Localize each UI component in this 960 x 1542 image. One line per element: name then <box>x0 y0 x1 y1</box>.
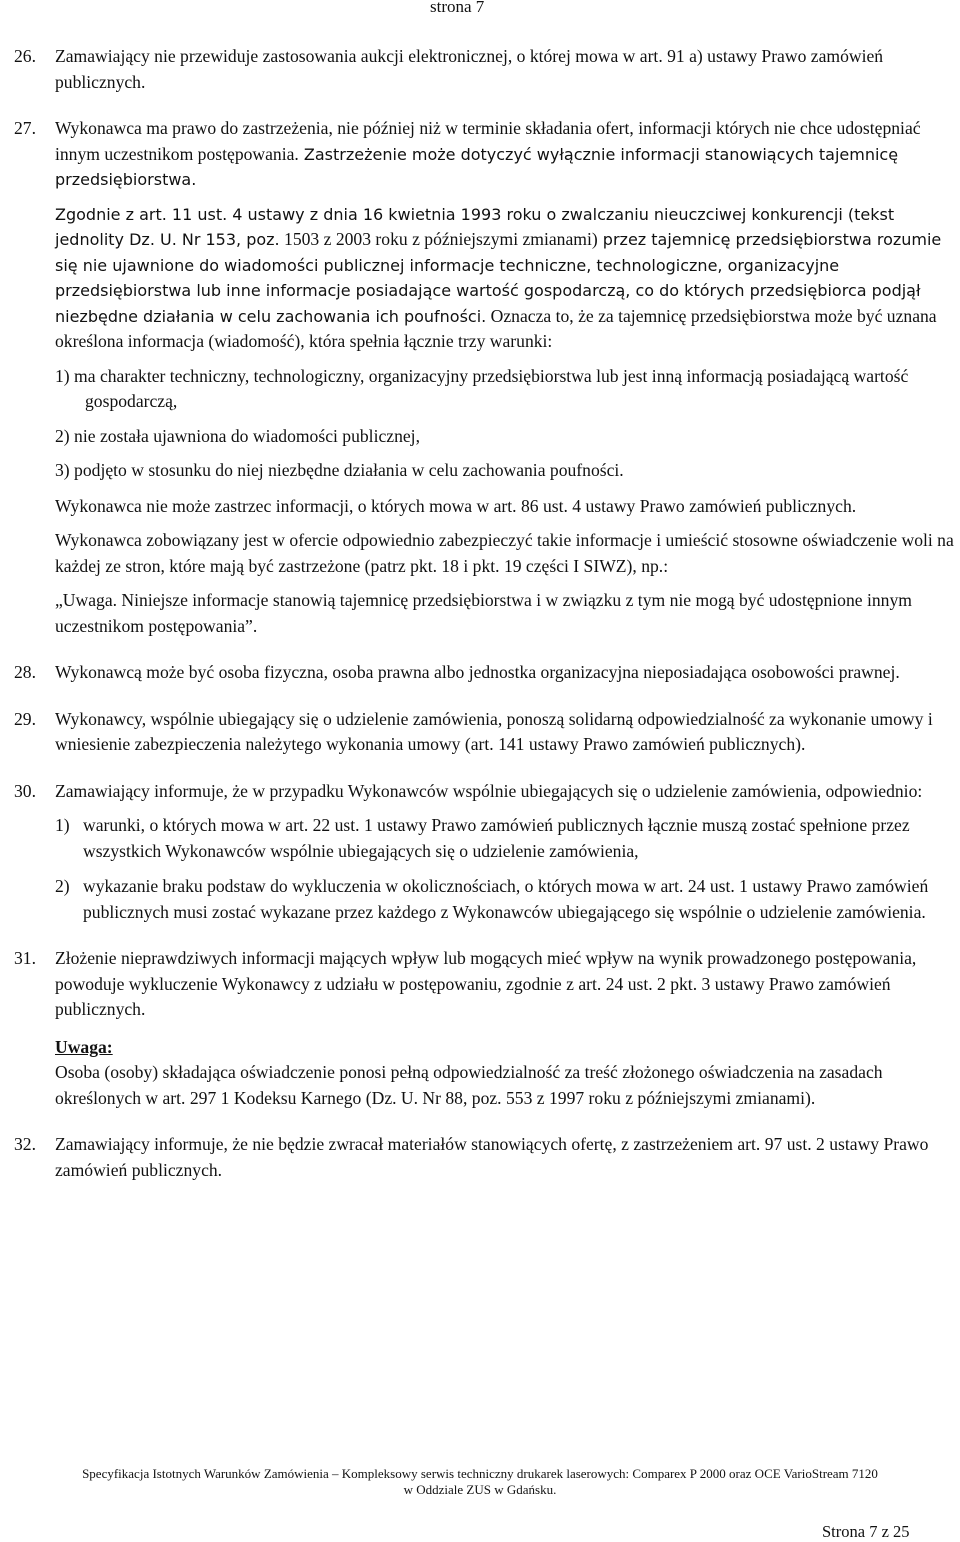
paragraph-intro <box>55 116 958 193</box>
definition-text-d: Oznacza to, że za tajemnicę przedsiębiorstwa może być uznana określona informacja (wiadomość), która spełnia łącznie trzy warunki: <box>55 305 937 351</box>
condition-item: 2) nie została ujawniona do wiadomości publicznej, <box>55 425 420 446</box>
section-number: 30. <box>14 780 36 801</box>
section-text: Wykonawcy, wspólnie ubiegający się o udzielenie zamówienia, ponoszą solidarną odpowiedzialność za wykonanie umowy i wniesienie zabezpieczenia należytego wykonania umowy (art. 141 ustawy Prawo zamówień publicznych). <box>55 708 933 754</box>
section-29 <box>14 707 958 758</box>
page-number: Strona 7 z 25 <box>822 1522 910 1541</box>
paragraph-restriction: Wykonawca nie może zastrzec informacji, o których mowa w art. 86 ust. 4 ustawy Prawo zamówień publicznych. <box>55 495 857 516</box>
conditions-list <box>55 364 958 484</box>
section-30 <box>14 779 958 926</box>
section-number: 31. <box>14 948 36 968</box>
section-number: 26. <box>14 46 36 66</box>
paragraph-obligation: Wykonawca zobowiązany jest w ofercie odpowiednio zabezpieczyć takie informacje i umieścić stosowne oświadczenie woli na każdej ze stron, które mają być zastrzeżone (patrz pkt. 18 i pkt. 19 części I SIWZ), np.: <box>55 530 954 576</box>
condition-item: 3) podjęto w stosunku do niej niezbędne działania w celu zachowania poufności. <box>55 460 624 480</box>
section-text: Zamawiający informuje, że nie będzie zwracał materiałów stanowiących ofertę, z zastrzeżeniem art. 97 ust. 2 ustawy Prawo zamówień publicznych. <box>55 1134 929 1180</box>
document-body <box>14 44 958 1204</box>
note-block <box>55 1035 958 1112</box>
section-text: Zamawiający nie przewiduje zastosowania aukcji elektronicznej, o której mowa w art. 91 a) ustawy Prawo zamówień publicznych. <box>55 46 884 92</box>
section-number: 32. <box>14 1134 36 1154</box>
section-28 <box>14 660 958 686</box>
note-title: Uwaga: <box>55 1036 113 1057</box>
section-text: Zamawiający informuje, że w przypadku Wykonawców wspólnie ubiegających się o udzielenie zamówienia, odpowiednio: <box>55 780 923 801</box>
page-footer <box>0 1466 960 1498</box>
definition-text-a: Zgodnie z art. 11 ust. 4 ustawy z dnia 16 kwietnia 1993 roku o zwalczaniu nieuczciwej konkurencji (tekst jednolity Dz. U. Nr 153, poz. <box>55 204 895 249</box>
definition-text-b: 1503 z 2003 roku z późniejszymi zmianami) <box>279 229 598 249</box>
section-32 <box>14 1132 958 1183</box>
footer-line-1: Specyfikacja Istotnych Warunków Zamówienia – Kompleksowy serwis techniczny drukarek laserowych: Comparex P 2000 oraz OCE VarioStream 7120 <box>82 1466 878 1481</box>
footer-line-2: w Oddziale ZUS w Gdańsku. <box>403 1482 557 1497</box>
intro-text: Wykonawca ma prawo do zastrzeżenia, nie później niż w terminie składania ofert, informacji których nie chce udostępniać innym uczestnikom postępowania. <box>55 118 921 164</box>
subitem <box>55 874 958 925</box>
section-31 <box>14 946 958 1111</box>
subitem-text: warunki, o których mowa w art. 22 ust. 1 ustawy Prawo zamówień publicznych łącznie muszą zostać spełnione przez wszystkich Wykonawców wspólnie ubiegających się o udzielenie zamówienia, <box>83 815 910 861</box>
section-number: 27. <box>14 118 36 138</box>
section-text: Złożenie nieprawdziwych informacji mających wpływ lub mogących mieć wpływ na wynik prowadzonego postępowania, powoduje wykluczenie Wykonawcy z udziału w postępowaniu, zgodnie z art. 24 ust. 2 pkt. 3 ustawy Prawo zamówień publicznych. <box>55 948 917 1019</box>
section-number: 28. <box>14 662 36 682</box>
subitem-text: wykazanie braku podstaw do wykluczenia w okolicznościach, o których mowa w art. 24 ust. 1 ustawy Prawo zamówień publicznych musi zostać wykazane przez każdego z Wykonawców ubiegającego się wspólnie o udzielenie zamówienia. <box>83 876 929 922</box>
intro-text-sans: Zastrzeżenie może dotyczyć wyłącznie informacji stanowiących tajemnicę przedsiębiorstwa. <box>55 144 899 189</box>
definition-text-c: przez tajemnicę przedsiębiorstwa rozumie się nie ujawnione do wiadomości publicznej informacje techniczne, technologiczne, organizacyjne przedsiębiorstwa lub inne informacje posiadające wartość gospodarczą, co do których przedsiębiorca podjął niezbędne działania w celu zachowania ich poufności. <box>55 230 942 326</box>
note-text: Osoba (osoby) składająca oświadczenie ponosi pełną odpowiedzialność za treść złożonego oświadczenia na zasadach określonych w art. 297 1 Kodeksu Karnego (Dz. U. Nr 88, poz. 553 z 1997 roku z późniejszymi zmianami). <box>55 1062 883 1108</box>
section-27 <box>14 116 958 639</box>
page-header-label: strona 7 <box>430 0 485 16</box>
subitem <box>55 813 958 864</box>
section-number: 29. <box>14 708 36 729</box>
subitem-marker: 2) <box>55 876 70 896</box>
section-text: Wykonawcą może być osoba fizyczna, osoba prawna albo jednostka organizacyjna nieposiadająca osobowości prawnej. <box>55 662 900 682</box>
paragraph-example-notice: „Uwaga. Niniejsze informacje stanowią tajemnicę przedsiębiorstwa i w związku z tym nie mogą być udostępnione innym uczestnikom postępowania”. <box>55 590 912 636</box>
section-26 <box>14 44 958 95</box>
subitem-marker: 1) <box>55 815 70 835</box>
condition-item: 1) ma charakter techniczny, technologiczny, organizacyjny przedsiębiorstwa lub jest inną informacją posiadającą wartość gospodarczą, <box>55 365 909 411</box>
paragraph-definition <box>55 202 958 355</box>
